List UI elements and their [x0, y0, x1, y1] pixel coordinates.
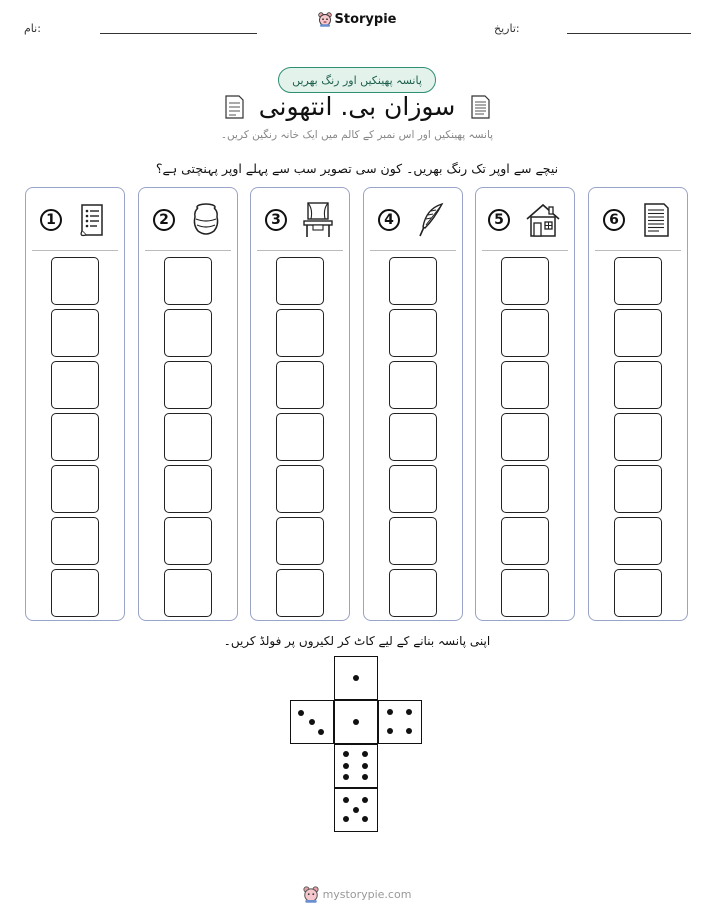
- column-3: [250, 187, 350, 621]
- color-box[interactable]: [614, 257, 662, 305]
- die-pip: [318, 729, 324, 735]
- activity-badge: پانسہ پھینکیں اور رنگ بھریں: [278, 67, 436, 93]
- color-box[interactable]: [51, 361, 99, 409]
- die-face-1: [334, 700, 378, 744]
- color-box[interactable]: [501, 309, 549, 357]
- die-face-1: [334, 656, 378, 700]
- die-face-3: [290, 700, 334, 744]
- color-box[interactable]: [51, 517, 99, 565]
- instruction: نیچے سے اوپر تک رنگ بھریں۔ کون سی تصویر سب سے پہلے اوپر پہنچتی ہے؟: [155, 161, 559, 176]
- column-number: 5: [488, 209, 510, 231]
- color-box[interactable]: [164, 361, 212, 409]
- column-number: 1: [40, 209, 62, 231]
- die-pip: [362, 763, 368, 769]
- document-icon-left: [223, 94, 245, 120]
- color-box[interactable]: [164, 569, 212, 617]
- die-face-6: [334, 744, 378, 788]
- color-box[interactable]: [501, 361, 549, 409]
- quill-feather-icon: [414, 201, 448, 239]
- color-box[interactable]: [164, 257, 212, 305]
- column-2: [138, 187, 238, 621]
- color-box[interactable]: [501, 413, 549, 461]
- color-box[interactable]: [276, 517, 324, 565]
- color-box[interactable]: [389, 569, 437, 617]
- color-box[interactable]: [389, 361, 437, 409]
- column-number: 6: [603, 209, 625, 231]
- storypie-mascot-icon: [303, 886, 319, 903]
- footer: [0, 886, 714, 903]
- die-face-4: [378, 700, 422, 744]
- color-box[interactable]: [51, 569, 99, 617]
- die-pip: [362, 774, 368, 780]
- die-pip: [343, 763, 349, 769]
- footer-url[interactable]: mystorypie.com: [322, 888, 412, 901]
- column-number: 4: [378, 209, 400, 231]
- house-icon: [524, 201, 562, 239]
- name-line[interactable]: [100, 33, 257, 34]
- window-desk-icon: [301, 201, 335, 239]
- color-box[interactable]: [276, 309, 324, 357]
- color-box[interactable]: [614, 569, 662, 617]
- color-box[interactable]: [501, 465, 549, 513]
- checklist-document-icon: [76, 201, 110, 239]
- color-box[interactable]: [276, 413, 324, 461]
- color-box[interactable]: [501, 257, 549, 305]
- color-box[interactable]: [389, 309, 437, 357]
- clay-pot-icon: [189, 201, 223, 239]
- brand-name: Storypie: [334, 12, 397, 27]
- color-box[interactable]: [276, 361, 324, 409]
- die-face-5: [334, 788, 378, 832]
- die-pip: [362, 751, 368, 757]
- color-box[interactable]: [389, 413, 437, 461]
- color-box[interactable]: [51, 257, 99, 305]
- die-pip: [309, 719, 315, 725]
- column-number: 3: [265, 209, 287, 231]
- color-box[interactable]: [276, 569, 324, 617]
- date-label: تاریخ:: [494, 22, 520, 35]
- color-box[interactable]: [501, 569, 549, 617]
- color-box[interactable]: [164, 413, 212, 461]
- die-pip: [387, 728, 393, 734]
- color-box[interactable]: [389, 517, 437, 565]
- die-pip: [387, 709, 393, 715]
- column-4: [363, 187, 463, 621]
- die-pip: [353, 807, 359, 813]
- die-pip: [406, 728, 412, 734]
- column-number: 2: [153, 209, 175, 231]
- die-net: [290, 656, 424, 836]
- subtitle: پانسہ پھینکیں اور اس نمبر کے کالم میں ایک خانہ رنگین کریں۔: [220, 129, 494, 141]
- color-box[interactable]: [614, 361, 662, 409]
- color-box[interactable]: [389, 465, 437, 513]
- color-box[interactable]: [501, 517, 549, 565]
- color-box[interactable]: [614, 413, 662, 461]
- die-pip: [353, 719, 359, 725]
- die-pip: [362, 797, 368, 803]
- color-box[interactable]: [164, 465, 212, 513]
- color-box[interactable]: [51, 465, 99, 513]
- die-pip: [298, 710, 304, 716]
- die-pip: [343, 751, 349, 757]
- color-box[interactable]: [51, 309, 99, 357]
- color-box[interactable]: [614, 465, 662, 513]
- color-box[interactable]: [51, 413, 99, 461]
- color-box[interactable]: [276, 465, 324, 513]
- title-text: سوزان بی. انتھونی: [258, 92, 456, 121]
- storypie-mascot-icon: [318, 12, 332, 27]
- color-box[interactable]: [614, 517, 662, 565]
- die-pip: [406, 709, 412, 715]
- die-pip: [343, 816, 349, 822]
- color-box[interactable]: [614, 309, 662, 357]
- die-pip: [362, 816, 368, 822]
- written-page-icon: [639, 201, 673, 239]
- column-1: [25, 187, 125, 621]
- cut-instruction: اپنی پانسہ بنانے کے لیے کاٹ کر لکیروں پر فولڈ کریں۔: [223, 634, 491, 648]
- die-pip: [353, 675, 359, 681]
- color-box[interactable]: [164, 517, 212, 565]
- die-pip: [343, 797, 349, 803]
- color-box[interactable]: [276, 257, 324, 305]
- name-label: نام:: [24, 22, 41, 35]
- date-line[interactable]: [567, 33, 691, 34]
- color-box[interactable]: [389, 257, 437, 305]
- brand-logo: [0, 12, 714, 27]
- column-5: [475, 187, 575, 621]
- document-icon-right: [469, 94, 491, 120]
- page-title: [0, 92, 714, 126]
- die-pip: [343, 774, 349, 780]
- column-6: [588, 187, 688, 621]
- color-box[interactable]: [164, 309, 212, 357]
